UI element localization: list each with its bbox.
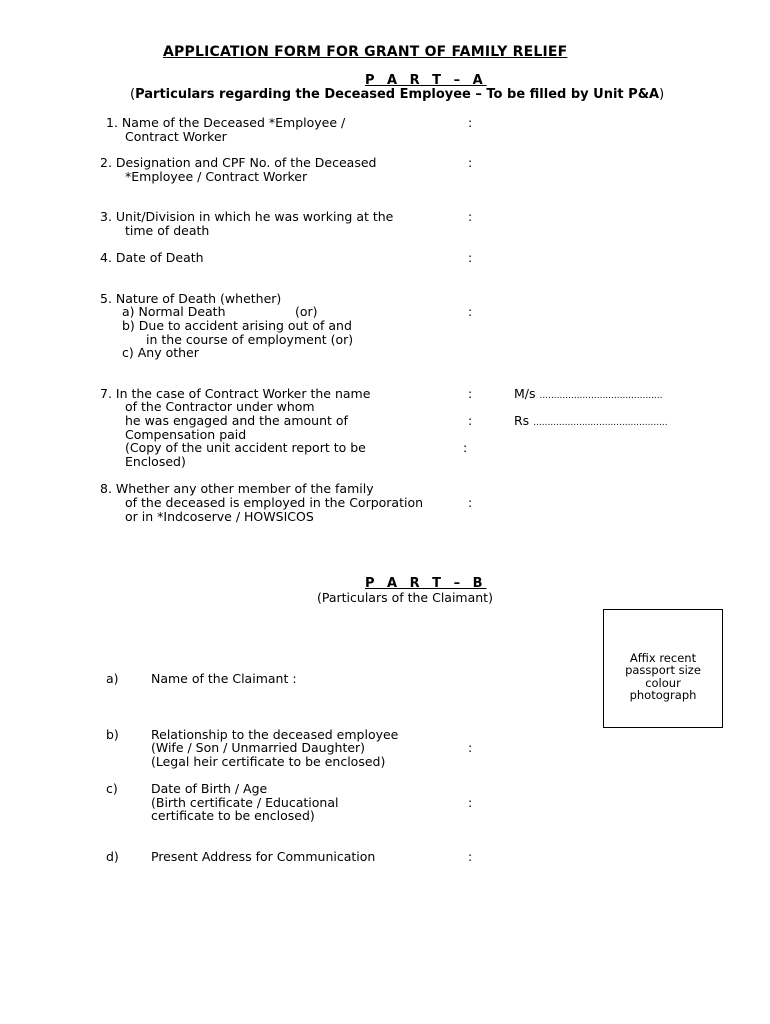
photo-text-line4: photograph xyxy=(629,688,697,703)
rs-label: Rs xyxy=(514,413,530,428)
item5-option-a-or: (or) xyxy=(295,304,318,319)
item7-label-line3: he was engaged and the amount of xyxy=(125,413,348,428)
relationship-label-line2: (Wife / Son / Unmarried Daughter) xyxy=(151,740,366,755)
relationship-colon: : xyxy=(468,740,473,755)
address-label: Present Address for Communication xyxy=(151,849,376,864)
item5-option-c: c) Any other xyxy=(122,345,199,360)
photo-text-line2: passport size xyxy=(625,663,701,678)
item7-colon-1: : xyxy=(468,386,473,401)
item7-label-line4: Compensation paid xyxy=(125,427,247,442)
form-title: APPLICATION FORM FOR GRANT OF FAMILY RELIEF xyxy=(163,44,568,60)
address-colon: : xyxy=(468,849,473,864)
ms-dots: ........................................... xyxy=(539,391,663,401)
item5-option-a: a) Normal Death xyxy=(122,304,226,319)
item7-label-line5: (Copy of the unit accident report to be xyxy=(125,440,366,455)
claimant-item-d-letter: d) xyxy=(106,849,119,864)
part-a-heading: P A R T – A xyxy=(365,73,487,88)
photo-instructions xyxy=(604,652,722,702)
rs-dots: ............................................... xyxy=(533,418,668,428)
part-a-subtitle: (Particulars regarding the Deceased Employee – To be filled by Unit P&A) xyxy=(130,87,665,102)
claimant-name-label: Name of the Claimant : xyxy=(151,671,297,686)
item7-colon-2: : xyxy=(468,413,473,428)
item7-rs-field[interactable] xyxy=(514,414,668,431)
item2-label-line2: *Employee / Contract Worker xyxy=(125,169,308,184)
item5-colon: : xyxy=(468,304,473,319)
claimant-item-a-letter: a) xyxy=(106,671,119,686)
item8-label-line2: of the deceased is employed in the Corporation xyxy=(125,495,424,510)
item4-label: 4. Date of Death xyxy=(100,250,204,265)
item5-label-line1: 5. Nature of Death (whether) xyxy=(100,291,282,306)
relationship-label-line3: (Legal heir certificate to be enclosed) xyxy=(151,754,386,769)
item4-colon: : xyxy=(468,250,473,265)
dob-label-line1: Date of Birth / Age xyxy=(151,781,268,796)
photo-text-line1: Affix recent xyxy=(629,651,697,665)
item8-label-line1: 8. Whether any other member of the family xyxy=(100,481,374,496)
item3-colon: : xyxy=(468,209,473,224)
item1-colon: : xyxy=(468,115,473,130)
claimant-item-b-letter: b) xyxy=(106,727,119,742)
item7-label-line2: of the Contractor under whom xyxy=(125,399,315,414)
claimant-item-c-letter: c) xyxy=(106,781,118,796)
item7-label-line1: 7. In the case of Contract Worker the name xyxy=(100,386,371,401)
item5-option-b-line2: in the course of employment (or) xyxy=(146,332,354,347)
item7-colon-3: : xyxy=(463,440,468,455)
dob-label-line3: certificate to be enclosed) xyxy=(151,808,315,823)
dob-colon: : xyxy=(468,795,473,810)
item1-label-line1: 1. Name of the Deceased *Employee / xyxy=(106,115,346,130)
dob-label-line2: (Birth certificate / Educational xyxy=(151,795,339,810)
part-b-heading: P A R T – B xyxy=(365,576,487,591)
item3-label-line2: time of death xyxy=(125,223,210,238)
item3-label-line1: 3. Unit/Division in which he was working at the xyxy=(100,209,394,224)
item7-label-line6: Enclosed) xyxy=(125,454,186,469)
item7-ms-field[interactable] xyxy=(514,387,663,404)
part-b-subtitle: (Particulars of the Claimant) xyxy=(317,590,493,605)
relationship-label-line1: Relationship to the deceased employee xyxy=(151,727,399,742)
ms-label: M/s xyxy=(514,386,536,401)
item2-colon: : xyxy=(468,155,473,170)
item8-colon: : xyxy=(468,495,473,510)
photo-box[interactable] xyxy=(603,609,723,728)
item2-label-line1: 2. Designation and CPF No. of the Deceased xyxy=(100,155,377,170)
item5-option-b-line1: b) Due to accident arising out of and xyxy=(122,318,352,333)
item8-label-line3: or in *Indcoserve / HOWSICOS xyxy=(125,509,314,524)
photo-text-line3: colour xyxy=(645,675,681,690)
item1-label-line2: Contract Worker xyxy=(125,129,227,144)
